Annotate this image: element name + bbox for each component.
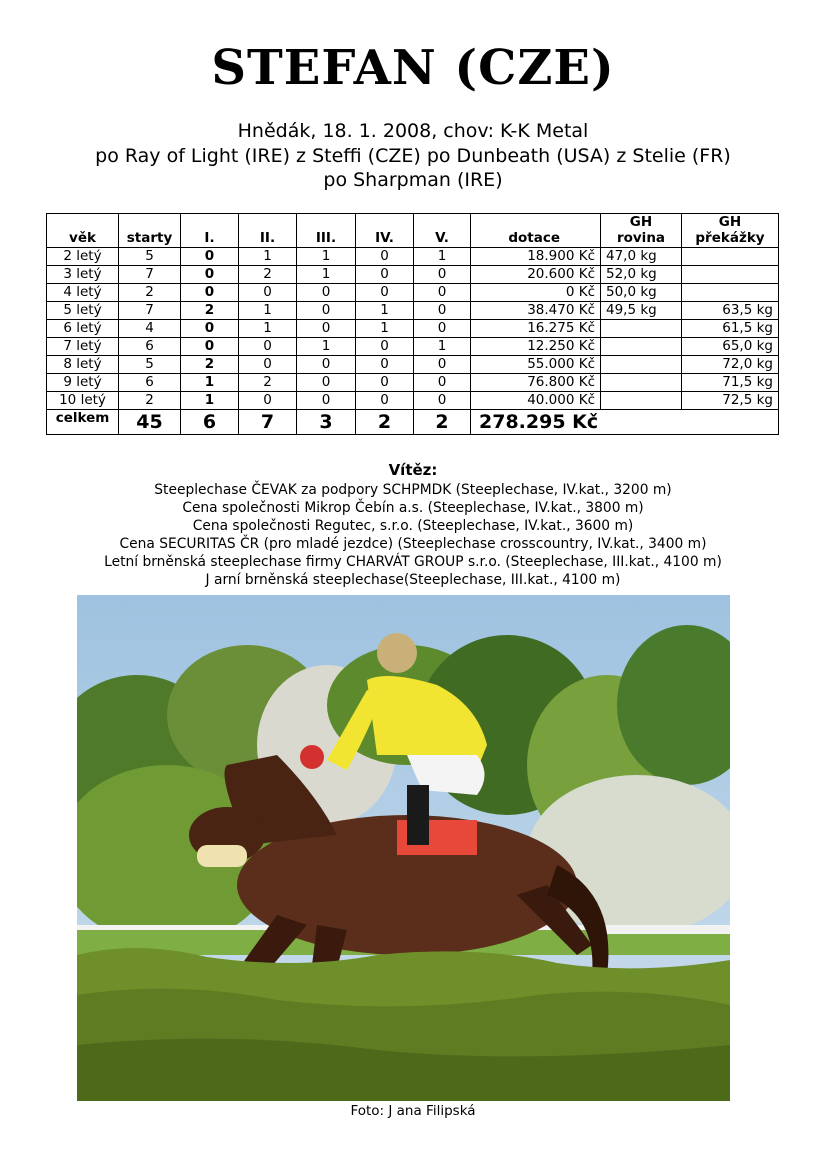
cell-age: 10 letý: [47, 392, 119, 410]
cell-age: 7 letý: [47, 338, 119, 356]
win-item: Steeplechase ČEVAK za podpory SCHPMDK (Steeplechase, IV.kat., 3200 m): [154, 482, 672, 498]
cell-second: 1: [239, 302, 297, 320]
cell-third: 1: [297, 266, 356, 284]
cell-fourth: 0: [356, 392, 414, 410]
cell-starts: 2: [119, 392, 181, 410]
header-fourth: IV.: [356, 214, 414, 248]
cell-second: 2: [239, 374, 297, 392]
cell-first: 1: [181, 374, 239, 392]
win-item: Cena společnosti Regutec, s.r.o. (Steeplechase, IV.kat., 3600 m): [192, 518, 634, 534]
cell-gh-flat: 49,5 kg: [601, 302, 682, 320]
page-title: STEFAN (CZE): [211, 40, 615, 96]
table-header-row: [47, 214, 779, 248]
win-item: J arní brněnská steeplechase(Steeplechase, III.kat., 4100 m): [205, 572, 621, 588]
cell-starts: 7: [119, 266, 181, 284]
race-photo: [77, 595, 730, 1101]
cell-third: 0: [297, 374, 356, 392]
cell-third: 0: [297, 392, 356, 410]
header-prize: dotace: [471, 214, 601, 248]
racing-statistics-table: [46, 213, 779, 435]
cell-starts: 4: [119, 320, 181, 338]
cell-gh-flat: [601, 356, 682, 374]
cell-third: 0: [297, 302, 356, 320]
cell-gh-flat: [601, 374, 682, 392]
cell-starts: 5: [119, 356, 181, 374]
steeplechase-photo-illustration: [77, 595, 730, 1101]
cell-fifth: 0: [414, 266, 471, 284]
win-item: Cena společnosti Mikrop Čebín a.s. (Steeplechase, IV.kat., 3800 m): [182, 500, 644, 516]
cell-second: 0: [239, 356, 297, 374]
header-gh-hurdle-line2: překážky: [695, 230, 765, 246]
cell-third: 0: [297, 320, 356, 338]
cell-prize: 40.000 Kč: [471, 392, 601, 410]
cell-starts: 6: [119, 374, 181, 392]
win-item: Cena SECURITAS ČR (pro mladé jezdce) (Steeplechase crosscountry, IV.kat., 3400 m): [119, 536, 707, 552]
header-first: I.: [181, 214, 239, 248]
cell-age: 3 letý: [47, 266, 119, 284]
cell-starts: 5: [119, 248, 181, 266]
cell-first: 0: [181, 284, 239, 302]
cell-prize: 0 Kč: [471, 284, 601, 302]
cell-gh-hurdle: [682, 284, 779, 302]
cell-first: 1: [181, 392, 239, 410]
total-fifth: 2: [414, 410, 471, 435]
table-row: [47, 248, 779, 266]
cell-second: 0: [239, 392, 297, 410]
table-row: [47, 320, 779, 338]
table-row: [47, 356, 779, 374]
cell-third: 1: [297, 338, 356, 356]
cell-fifth: 0: [414, 356, 471, 374]
cell-gh-flat: 47,0 kg: [601, 248, 682, 266]
header-gh-hurdle-line1: GH: [718, 214, 742, 230]
cell-fifth: 1: [414, 248, 471, 266]
cell-fourth: 1: [356, 302, 414, 320]
horse-details: Hnědák, 18. 1. 2008, chov: K-K Metal: [237, 120, 589, 142]
cell-fourth: 0: [356, 356, 414, 374]
cell-prize: 12.250 Kč: [471, 338, 601, 356]
cell-fourth: 1: [356, 320, 414, 338]
total-first: 6: [181, 410, 239, 435]
cell-first: 0: [181, 338, 239, 356]
cell-gh-flat: 52,0 kg: [601, 266, 682, 284]
total-fourth: 2: [356, 410, 414, 435]
cell-prize: 18.900 Kč: [471, 248, 601, 266]
pedigree-line-2: po Sharpman (IRE): [323, 169, 503, 191]
cell-age: 8 letý: [47, 356, 119, 374]
header-gh-flat: [601, 214, 682, 248]
cell-prize: 55.000 Kč: [471, 356, 601, 374]
cell-prize: 20.600 Kč: [471, 266, 601, 284]
cell-gh-hurdle: [682, 266, 779, 284]
total-second: 7: [239, 410, 297, 435]
cell-fifth: 0: [414, 320, 471, 338]
cell-fourth: 0: [356, 284, 414, 302]
cell-prize: 16.275 Kč: [471, 320, 601, 338]
table-row: [47, 284, 779, 302]
cell-gh-hurdle: 71,5 kg: [682, 374, 779, 392]
header-fifth: V.: [414, 214, 471, 248]
cell-gh-hurdle: 61,5 kg: [682, 320, 779, 338]
cell-gh-flat: [601, 338, 682, 356]
cell-age: 4 letý: [47, 284, 119, 302]
cell-fifth: 0: [414, 374, 471, 392]
cell-fourth: 0: [356, 338, 414, 356]
cell-starts: 7: [119, 302, 181, 320]
cell-third: 0: [297, 284, 356, 302]
table-row: [47, 374, 779, 392]
cell-third: 0: [297, 356, 356, 374]
total-prize: 278.295 Kč: [471, 410, 779, 435]
cell-gh-hurdle: 65,0 kg: [682, 338, 779, 356]
table-row: [47, 302, 779, 320]
cell-age: 6 letý: [47, 320, 119, 338]
cell-second: 0: [239, 284, 297, 302]
cell-fifth: 0: [414, 284, 471, 302]
header-third: III.: [297, 214, 356, 248]
total-label: celkem: [47, 410, 119, 435]
cell-gh-hurdle: 72,0 kg: [682, 356, 779, 374]
cell-second: 0: [239, 338, 297, 356]
header-gh-flat-line1: GH: [629, 214, 653, 230]
cell-gh-flat: [601, 392, 682, 410]
cell-age: 9 letý: [47, 374, 119, 392]
cell-second: 2: [239, 266, 297, 284]
cell-gh-hurdle: [682, 248, 779, 266]
cell-fourth: 0: [356, 248, 414, 266]
header-gh-hurdle: [682, 214, 779, 248]
cell-first: 2: [181, 356, 239, 374]
pedigree-line-1: po Ray of Light (IRE) z Steffi (CZE) po Dunbeath (USA) z Stelie (FR): [95, 145, 731, 167]
cell-third: 1: [297, 248, 356, 266]
cell-fifth: 1: [414, 338, 471, 356]
cell-first: 0: [181, 320, 239, 338]
header-starts: starty: [119, 214, 181, 248]
cell-first: 0: [181, 266, 239, 284]
table-row: [47, 392, 779, 410]
cell-starts: 2: [119, 284, 181, 302]
total-starts: 45: [119, 410, 181, 435]
cell-gh-hurdle: 63,5 kg: [682, 302, 779, 320]
wins-heading: Vítěz:: [388, 461, 438, 479]
total-row: [47, 410, 779, 435]
cell-age: 2 letý: [47, 248, 119, 266]
cell-gh-hurdle: 72,5 kg: [682, 392, 779, 410]
win-item: Letní brněnská steeplechase firmy CHARVÁT GROUP s.r.o. (Steeplechase, III.kat., 4100 m): [104, 554, 722, 570]
cell-age: 5 letý: [47, 302, 119, 320]
total-third: 3: [297, 410, 356, 435]
cell-gh-flat: 50,0 kg: [601, 284, 682, 302]
photo-credit: Foto: J ana Filipská: [350, 1103, 476, 1119]
cell-fourth: 0: [356, 266, 414, 284]
cell-fifth: 0: [414, 302, 471, 320]
cell-prize: 76.800 Kč: [471, 374, 601, 392]
header-gh-flat-line2: rovina: [616, 230, 666, 246]
cell-first: 0: [181, 248, 239, 266]
header-age: věk: [47, 214, 119, 248]
table-row: [47, 338, 779, 356]
cell-first: 2: [181, 302, 239, 320]
cell-second: 1: [239, 320, 297, 338]
cell-prize: 38.470 Kč: [471, 302, 601, 320]
cell-fourth: 0: [356, 374, 414, 392]
cell-gh-flat: [601, 320, 682, 338]
cell-second: 1: [239, 248, 297, 266]
cell-fifth: 0: [414, 392, 471, 410]
header-second: II.: [239, 214, 297, 248]
cell-starts: 6: [119, 338, 181, 356]
wins-list: [0, 481, 826, 589]
table-row: [47, 266, 779, 284]
